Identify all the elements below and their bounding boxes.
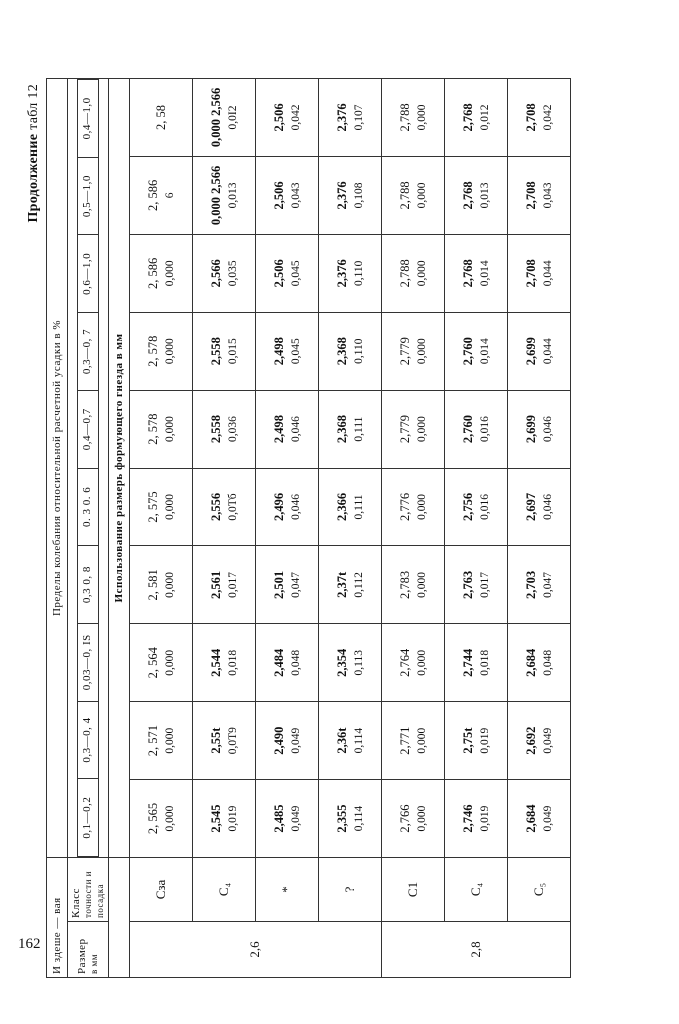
value-cell xyxy=(193,546,256,624)
deviation-value: 0,042 xyxy=(541,104,554,131)
dimension-value: 2,75t xyxy=(460,727,475,754)
deviation-value: 0,045 xyxy=(289,338,302,365)
value-cell xyxy=(382,79,445,157)
dimension-value: 2,708 xyxy=(523,103,538,132)
deviation-value: 0,112 xyxy=(352,572,365,598)
value-cell xyxy=(382,468,445,546)
deviation-value: 0,044 xyxy=(541,260,554,287)
value-cell xyxy=(445,780,508,858)
value-cell xyxy=(445,234,508,312)
deviation-value: 0,017 xyxy=(478,571,491,598)
dimension-value: 2,779 xyxy=(397,337,412,366)
deviation-value: 0,000 xyxy=(163,260,176,287)
caption-table-number: табл 12 xyxy=(26,84,41,130)
value-cell xyxy=(445,156,508,234)
dimension-value: 2,355 xyxy=(334,804,349,833)
dimension-value: 2,708 xyxy=(523,259,538,288)
dimension-value: 2,376 xyxy=(334,181,349,210)
deviation-value: 0,000 xyxy=(163,338,176,365)
value-cell xyxy=(130,624,193,702)
deviation-value: 0,017 xyxy=(226,571,239,598)
value-cell xyxy=(508,156,571,234)
value-cell xyxy=(508,624,571,702)
deviation-value: 0,045 xyxy=(289,260,302,287)
value-cell xyxy=(445,624,508,702)
dimension-value: 2,771 xyxy=(397,726,412,755)
dimension-value: 2, 571 xyxy=(145,725,160,757)
dimension-value: 2, 586 xyxy=(145,179,160,212)
value-cell xyxy=(319,156,382,234)
deviation-value: 0,000 xyxy=(415,338,428,365)
table-row xyxy=(193,79,256,978)
dimension-value: 2,506 xyxy=(271,103,286,132)
range-header-3: 0,03—0, IS xyxy=(78,623,99,701)
table-row xyxy=(319,79,382,978)
deviation-value: 0,000 xyxy=(163,416,176,443)
dimension-value: 2,37t xyxy=(334,571,349,598)
value-cell xyxy=(508,546,571,624)
range-header-1: 0,1—0,2 xyxy=(78,779,99,857)
deviation-value: 0,018 xyxy=(226,649,239,676)
dimension-value: 2,506 xyxy=(271,181,286,210)
dimension-value: 2,376 xyxy=(334,259,349,288)
deviation-value: 0,0I2 xyxy=(226,105,239,130)
header-article: И здеше — вая xyxy=(47,857,68,977)
dimension-value: 2,779 xyxy=(397,415,412,444)
deviation-value: 0,107 xyxy=(352,104,365,131)
deviation-value: 0,048 xyxy=(541,649,554,676)
deviation-value: 0,047 xyxy=(289,571,302,598)
class-cell: С₄ xyxy=(445,857,508,921)
deviation-value: 0,000 xyxy=(415,182,428,209)
dimension-value: 2,506 xyxy=(271,259,286,288)
range-header-10: 0,4—1,0 xyxy=(78,80,99,158)
range-header-4: 0,3 0, 8 xyxy=(78,546,99,624)
value-cell xyxy=(445,79,508,157)
deviation-value: 0,000 xyxy=(163,494,176,520)
value-cell xyxy=(382,780,445,858)
dimension-value: 0,000 2,566 xyxy=(208,87,223,148)
value-cell xyxy=(445,702,508,780)
table-caption xyxy=(26,84,42,223)
dimension-value: 2, 58 xyxy=(153,104,168,130)
dimension-value: 2,699 xyxy=(523,337,538,366)
deviation-value: 0,000 xyxy=(163,571,176,598)
deviation-value: 0,049 xyxy=(289,805,302,832)
dimension-value: 2, 586 xyxy=(145,257,160,289)
deviation-value: 0,000 xyxy=(415,571,428,598)
table-row xyxy=(256,79,319,978)
dimension-value: 2,692 xyxy=(523,726,538,755)
deviation-value: 0,043 xyxy=(289,182,302,209)
value-cell xyxy=(445,546,508,624)
dimension-value: 2,558 xyxy=(208,337,223,366)
deviation-value: 0,019 xyxy=(478,727,491,754)
dimension-value: 2,776 xyxy=(397,492,412,522)
deviation-value: 0,108 xyxy=(352,182,365,209)
rotated-table-page xyxy=(22,78,602,978)
dimension-value: 2,760 xyxy=(460,415,475,444)
dimension-value: 2,501 xyxy=(271,570,286,599)
value-cell xyxy=(193,702,256,780)
deviation-value: 0,015 xyxy=(226,338,239,365)
class-cell: С₄ xyxy=(193,857,256,921)
value-cell xyxy=(193,156,256,234)
value-cell xyxy=(319,390,382,468)
value-cell xyxy=(508,79,571,157)
dimension-value: 2,788 xyxy=(397,103,412,132)
value-cell xyxy=(256,312,319,390)
class-cell: * xyxy=(256,857,319,921)
range-header-5: 0. 3 0. 6 xyxy=(78,468,99,546)
value-cell xyxy=(508,702,571,780)
deviation-value: 0,111 xyxy=(352,494,365,520)
deviation-value: 0,049 xyxy=(541,727,554,754)
deviation-value: 0,019 xyxy=(478,805,491,832)
deviation-value: 0,048 xyxy=(289,649,302,676)
dimension-value: 2,556 xyxy=(208,492,223,522)
range-header-9: 0,5—1,0 xyxy=(78,157,99,235)
deviation-value: 0,013 xyxy=(226,182,239,209)
shrinkage-table xyxy=(46,78,571,978)
class-cell: С1 xyxy=(382,857,445,921)
dimension-value: 2,368 xyxy=(334,337,349,366)
dimension-value: 2,788 xyxy=(397,259,412,288)
deviation-value: 0,042 xyxy=(289,104,302,131)
value-cell xyxy=(508,312,571,390)
deviation-value: 0,114 xyxy=(352,805,365,832)
value-cell xyxy=(256,468,319,546)
value-cell xyxy=(319,624,382,702)
deviation-value: 6 xyxy=(163,192,176,199)
deviation-value: 0,000 xyxy=(415,805,428,832)
deviation-value: 0,000 xyxy=(415,104,428,131)
deviation-value: 0,000 xyxy=(163,727,176,754)
deviation-value: 0,049 xyxy=(289,727,302,754)
value-cell xyxy=(256,79,319,157)
value-cell xyxy=(193,780,256,858)
deviation-value: 0,035 xyxy=(226,260,239,287)
dimension-value: 2,703 xyxy=(523,570,538,599)
range-header-7: 0,3—0, 7 xyxy=(78,313,99,391)
table-row xyxy=(508,79,571,978)
dimension-value: 2, 575 xyxy=(145,491,160,523)
value-cell xyxy=(193,468,256,546)
value-cell xyxy=(445,390,508,468)
dimension-value: 2,699 xyxy=(523,415,538,444)
ranges-subtable xyxy=(77,79,99,857)
dimension-value: 2,566 xyxy=(208,259,223,288)
deviation-value: 0,0Тб xyxy=(226,493,239,521)
deviation-value: 0,000 xyxy=(415,727,428,754)
deviation-value: 0,018 xyxy=(478,649,491,676)
deviation-value: 0,016 xyxy=(478,416,491,443)
value-cell xyxy=(508,780,571,858)
value-cell xyxy=(256,234,319,312)
value-cell xyxy=(382,390,445,468)
deviation-value: 0,111 xyxy=(352,416,365,442)
value-cell xyxy=(382,156,445,234)
size-cell: 2,8 xyxy=(382,922,571,978)
dimension-value: 2,484 xyxy=(271,648,286,677)
value-cell xyxy=(130,390,193,468)
deviation-value: 0,000 xyxy=(415,260,428,287)
deviation-value: 0,000 xyxy=(163,649,176,676)
dimension-value: 2,561 xyxy=(208,570,223,599)
range-header-8: 0,6—1,0 xyxy=(78,235,99,313)
dimension-value: 2,684 xyxy=(523,648,538,677)
value-cell xyxy=(319,312,382,390)
dimension-value: 2,708 xyxy=(523,181,538,210)
deviation-value: 0,013 xyxy=(478,182,491,209)
value-cell xyxy=(193,79,256,157)
value-cell xyxy=(256,156,319,234)
value-cell xyxy=(130,234,193,312)
value-cell xyxy=(445,468,508,546)
deviation-value: 0,000 xyxy=(163,805,176,832)
header-limits-title: Пределы колебания относительной расчетной усадки в % xyxy=(47,79,68,858)
dimension-value: 2,783 xyxy=(397,570,412,599)
value-cell xyxy=(319,468,382,546)
deviation-value: 0,046 xyxy=(289,494,302,520)
deviation-value: 0,047 xyxy=(541,571,554,598)
deviation-value: 0,012 xyxy=(478,104,491,131)
deviation-value: 0,114 xyxy=(352,727,365,754)
value-cell xyxy=(382,234,445,312)
table-row xyxy=(445,79,508,978)
dimension-value: 2,376 xyxy=(334,103,349,132)
value-cell xyxy=(508,390,571,468)
table-row xyxy=(382,79,445,978)
dimension-value: 2,763 xyxy=(460,570,475,599)
dimension-value: 2,768 xyxy=(460,259,475,288)
dimension-value: 2,744 xyxy=(460,648,475,677)
page-number: 162 xyxy=(18,936,41,952)
value-cell xyxy=(130,156,193,234)
dimension-value: 2,498 xyxy=(271,415,286,444)
deviation-value: 0,0Т9 xyxy=(226,727,239,755)
dimension-value: 2,366 xyxy=(334,492,349,522)
header-ranges-holder xyxy=(68,79,109,858)
value-cell xyxy=(256,702,319,780)
header-dims-subtitle: Использование размерь формующего гнезда в мм xyxy=(109,79,130,858)
value-cell xyxy=(130,780,193,858)
value-cell xyxy=(382,312,445,390)
dimension-value: 2,496 xyxy=(271,492,286,522)
dimension-value: 2,768 xyxy=(460,181,475,210)
deviation-value: 0,000 xyxy=(415,494,428,520)
dimension-value: 2,764 xyxy=(397,648,412,677)
deviation-value: 0,110 xyxy=(352,260,365,287)
value-cell xyxy=(382,624,445,702)
deviation-value: 0,043 xyxy=(541,182,554,209)
dimension-value: 2,768 xyxy=(460,103,475,132)
table-row xyxy=(130,79,193,978)
dimension-value: 2,36t xyxy=(334,727,349,754)
dimension-value: 2,558 xyxy=(208,415,223,444)
dimension-value: 2,746 xyxy=(460,804,475,833)
dimension-value: 2,498 xyxy=(271,337,286,366)
dimension-value: 2,55t xyxy=(208,727,223,754)
range-header-2: 0,3—0, 4 xyxy=(78,701,99,779)
dimension-value: 2,788 xyxy=(397,181,412,210)
class-cell: Сза xyxy=(130,857,193,921)
value-cell xyxy=(193,234,256,312)
value-cell xyxy=(256,546,319,624)
value-cell xyxy=(319,780,382,858)
value-cell xyxy=(508,468,571,546)
value-cell xyxy=(193,390,256,468)
dimension-value: 2,485 xyxy=(271,804,286,833)
value-cell xyxy=(130,702,193,780)
class-cell: С₅ xyxy=(508,857,571,921)
class-cell: ? xyxy=(319,857,382,921)
deviation-value: 0,046 xyxy=(541,416,554,443)
dimension-value: 2,766 xyxy=(397,804,412,833)
dimension-value: 2,760 xyxy=(460,337,475,366)
dimension-value: 2, 578 xyxy=(145,335,160,367)
dimension-value: 2,368 xyxy=(334,415,349,444)
caption-title: Продолжение xyxy=(26,133,41,223)
deviation-value: 0,046 xyxy=(541,494,554,520)
deviation-value: 0,014 xyxy=(478,338,491,365)
dimension-value: 2,756 xyxy=(460,492,475,522)
value-cell xyxy=(193,312,256,390)
deviation-value: 0,014 xyxy=(478,260,491,287)
value-cell xyxy=(193,624,256,702)
dimension-value: 2,354 xyxy=(334,648,349,677)
dimension-value: 2, 564 xyxy=(145,647,160,679)
value-cell xyxy=(130,546,193,624)
deviation-value: 0,113 xyxy=(352,650,365,676)
value-cell xyxy=(256,624,319,702)
value-cell xyxy=(130,468,193,546)
value-cell xyxy=(319,79,382,157)
value-cell xyxy=(256,780,319,858)
dimension-value: 2,544 xyxy=(208,648,223,677)
deviation-value: 0,016 xyxy=(478,494,491,520)
header-empty xyxy=(109,857,130,977)
deviation-value: 0,000 xyxy=(415,416,428,443)
value-cell xyxy=(508,234,571,312)
value-cell xyxy=(445,312,508,390)
dimension-value: 2,490 xyxy=(271,726,286,755)
deviation-value: 0,000 xyxy=(415,649,428,676)
dimension-value: 2, 565 xyxy=(145,802,160,835)
dimension-value: 2, 581 xyxy=(145,569,160,601)
value-cell xyxy=(130,312,193,390)
dimension-value: 2,684 xyxy=(523,804,538,833)
dimension-value: 0,000 2,566 xyxy=(208,165,223,226)
deviation-value: 0,044 xyxy=(541,338,554,365)
value-cell xyxy=(256,390,319,468)
range-header-6: 0,4—0,7 xyxy=(78,390,99,468)
deviation-value: 0,110 xyxy=(352,338,365,364)
value-cell xyxy=(382,546,445,624)
value-cell xyxy=(319,702,382,780)
dimension-value: 2, 578 xyxy=(145,413,160,445)
header-class: Класс точности и посадка xyxy=(68,857,109,921)
header-size: Размер в мм xyxy=(68,922,109,978)
value-cell xyxy=(382,702,445,780)
value-cell xyxy=(319,234,382,312)
value-cell xyxy=(319,546,382,624)
deviation-value: 0,046 xyxy=(289,416,302,443)
deviation-value: 0,019 xyxy=(226,805,239,832)
deviation-value: 0,036 xyxy=(226,416,239,443)
size-cell: 2,6 xyxy=(130,922,382,978)
deviation-value: 0,049 xyxy=(541,805,554,832)
value-cell xyxy=(130,79,193,157)
dimension-value: 2,545 xyxy=(208,804,223,833)
dimension-value: 2,697 xyxy=(523,492,538,522)
